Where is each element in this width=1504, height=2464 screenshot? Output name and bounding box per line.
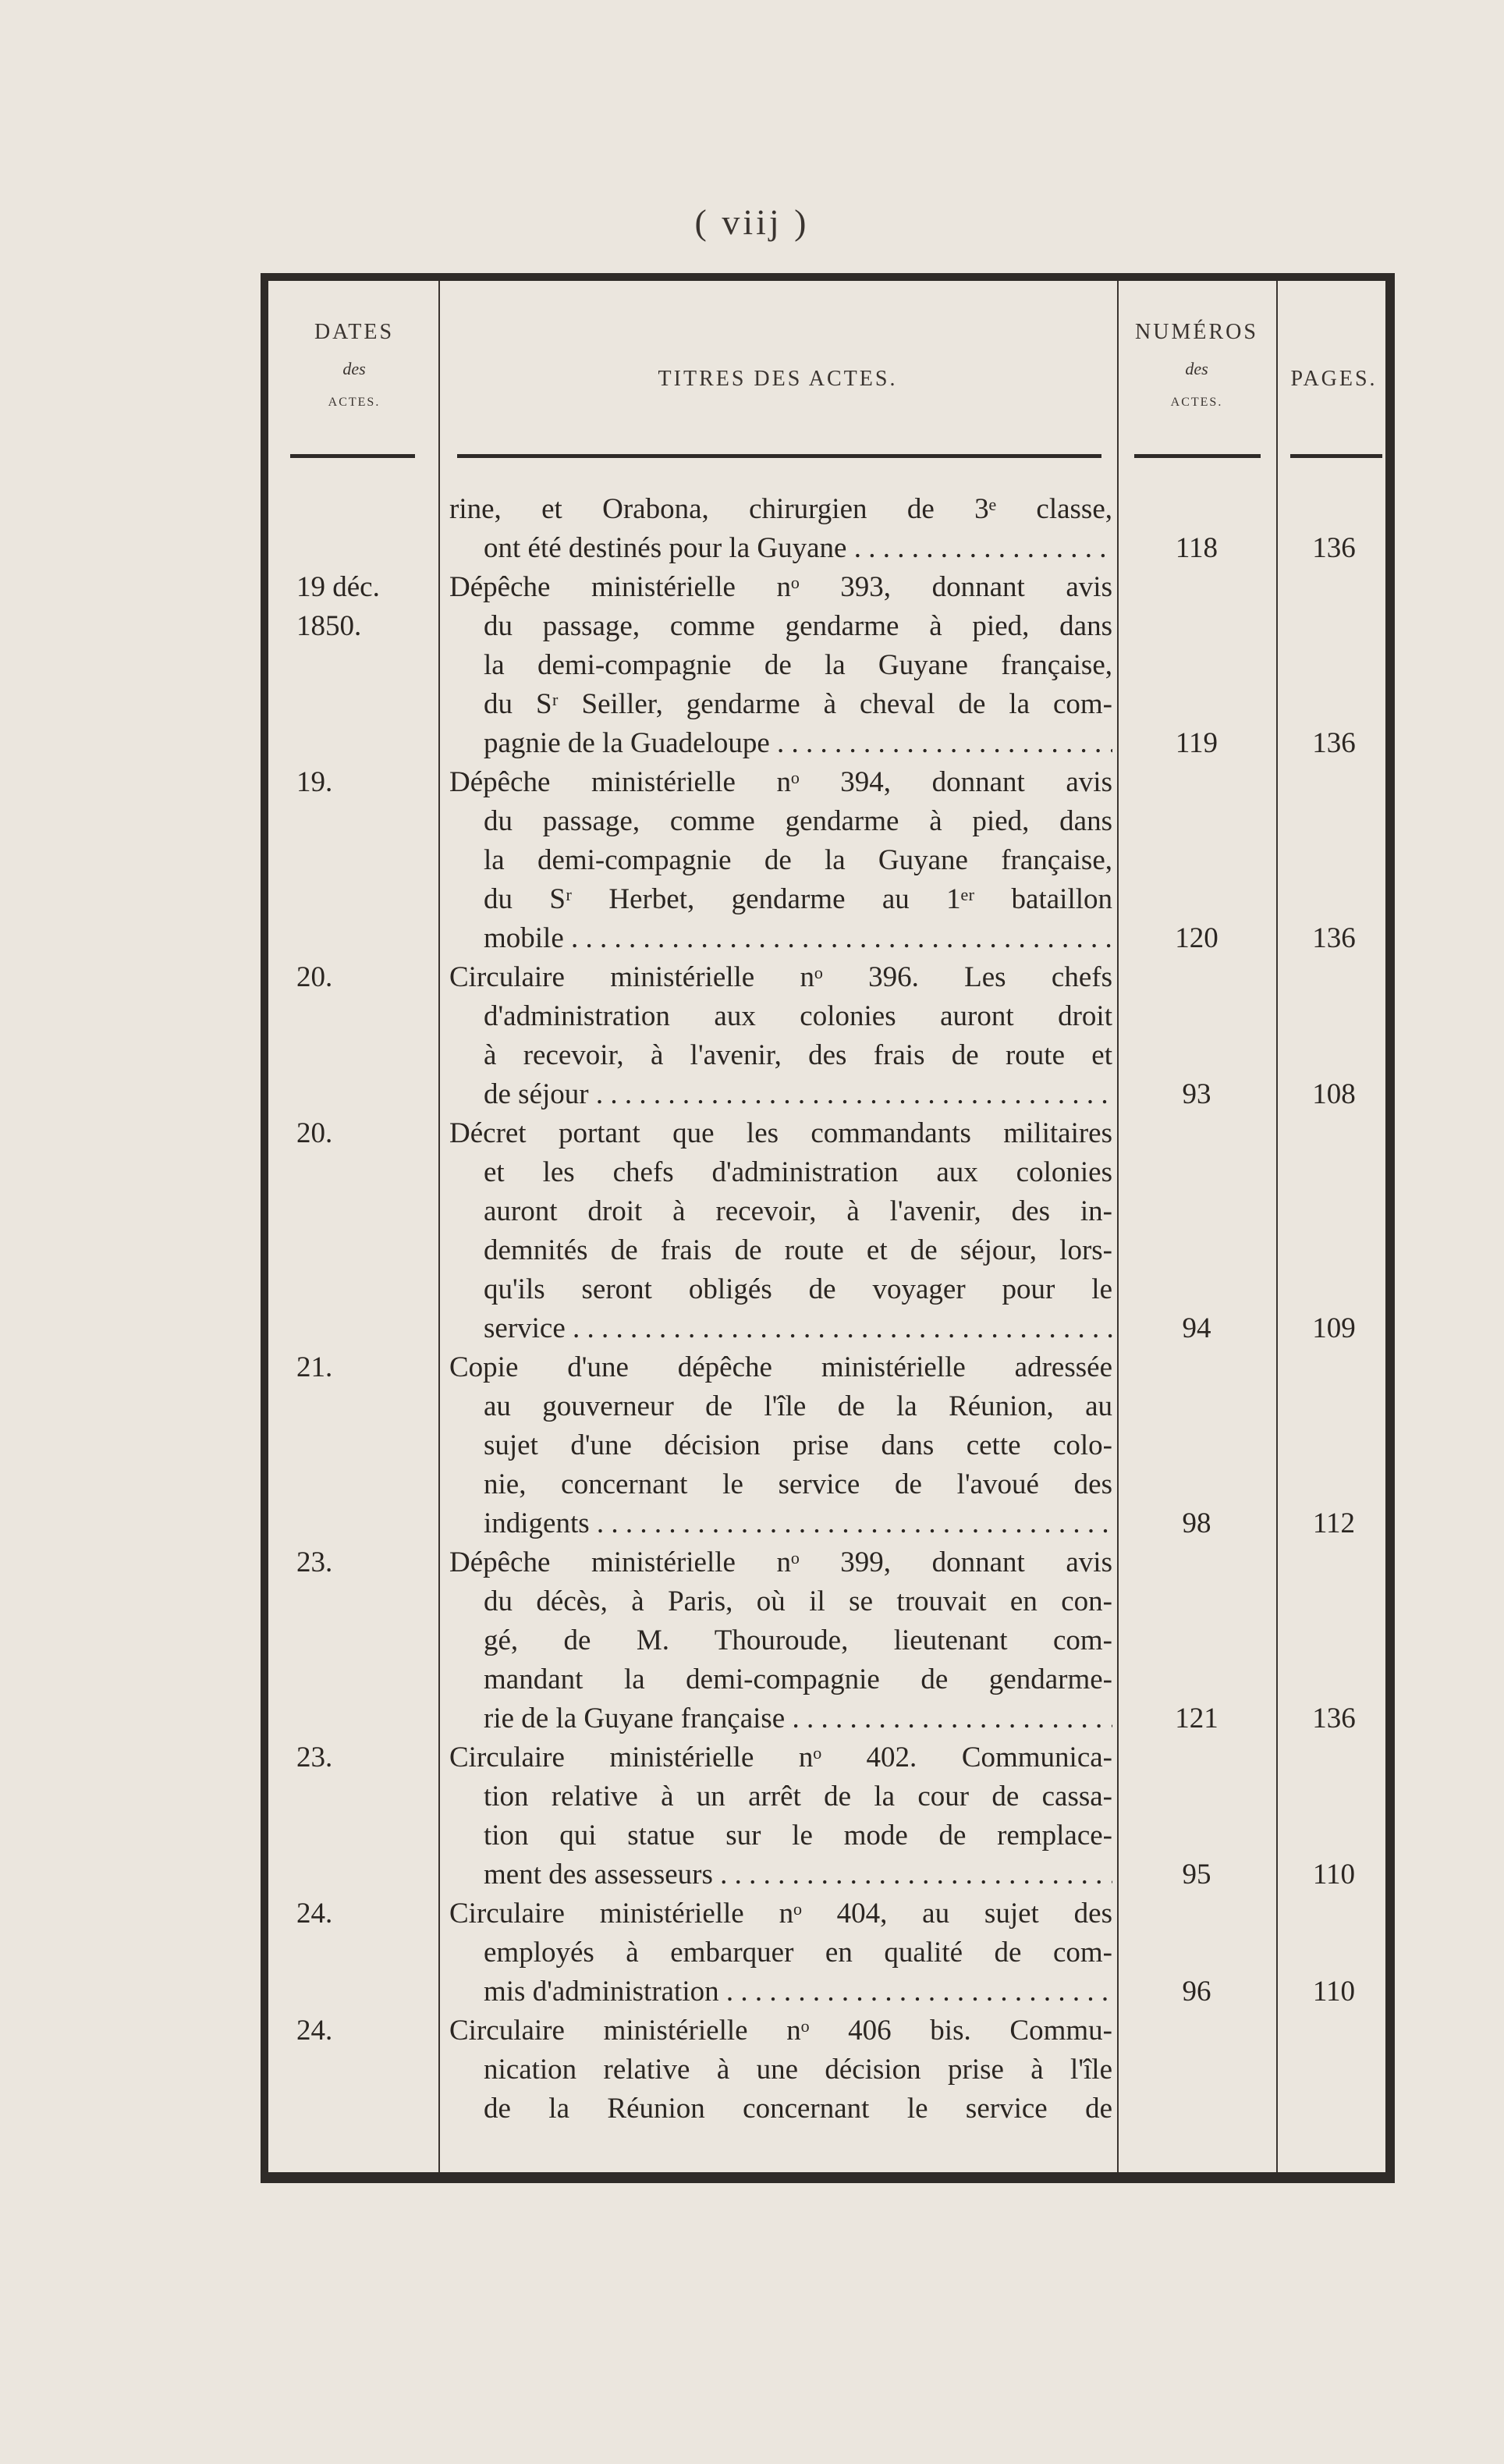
table-row — [268, 1894, 1403, 2011]
entry-number: 96 — [1182, 1976, 1211, 2008]
header-rule — [1134, 454, 1261, 458]
entry-title-line: indigents . . . — [449, 1504, 1112, 1543]
entry-title-line: du Sʳ Herbet, gendarme au 1ᵉʳ bataillon — [484, 883, 1112, 915]
entry-title-line: pagnie de la Guadeloupe . . . — [449, 724, 1112, 763]
table-row — [268, 1738, 1403, 1894]
entry-title-line: tion qui statue sur le mode de remplace- — [484, 1820, 1112, 1852]
entry-title-line: service . . . — [449, 1309, 1112, 1348]
entry-title-line: qu'ils seront obligés de voyager pour le — [484, 1273, 1112, 1305]
entry-page: 108 — [1312, 1078, 1356, 1110]
entry-title-line: sujet d'une décision prise dans cette colo- — [484, 1429, 1112, 1461]
entry-number: 120 — [1175, 922, 1218, 954]
entry-title-line: rine, et Orabona, chirurgien de 3ᵉ classe, — [449, 493, 1112, 525]
entry-page: 110 — [1312, 1976, 1356, 2008]
header-dates-line: DATES — [314, 320, 395, 344]
table-row — [268, 1543, 1403, 1738]
header-rule — [457, 454, 1101, 458]
entry-number: 119 — [1175, 727, 1218, 759]
entry-date: 24. — [296, 1898, 333, 1930]
entry-title — [449, 568, 1112, 763]
entry-number: 95 — [1182, 1859, 1211, 1891]
entry-title — [449, 2011, 1112, 2128]
entry-title-line: et les chefs d'administration aux colonies — [484, 1156, 1112, 1188]
entry-title — [449, 958, 1112, 1114]
entry-page: 136 — [1312, 727, 1356, 759]
entry-title-line: mobile . . . — [449, 919, 1112, 958]
entry-title — [449, 1738, 1112, 1894]
page-number: ( viij ) — [694, 202, 810, 242]
entry-date: 21. — [296, 1351, 333, 1383]
entry-page: 109 — [1312, 1312, 1356, 1344]
entry-date: 20. — [296, 961, 333, 993]
entry-title-line: du décès, à Paris, où il se trouvait en con- — [484, 1585, 1112, 1617]
table-row — [268, 1114, 1403, 1348]
entry-title — [449, 1348, 1112, 1543]
entry-title — [449, 763, 1112, 958]
entry-title-line: Dépêche ministérielle nᵒ 399, donnant avis — [449, 1546, 1112, 1578]
entry-title-line: Décret portant que les commandants militaires — [449, 1117, 1112, 1149]
entry-title-line: de séjour . . . — [449, 1075, 1112, 1114]
entry-title-line: nie, concernant le service de l'avoué des — [484, 1468, 1112, 1500]
entry-title-line: du Sʳ Seiller, gendarme à cheval de la com- — [484, 688, 1112, 720]
entry-title-line: du passage, comme gendarme à pied, dans — [484, 610, 1112, 642]
table-row — [268, 568, 1403, 763]
entry-title-line: au gouverneur de l'île de la Réunion, au — [484, 1390, 1112, 1422]
entry-title — [449, 1543, 1112, 1738]
header-dates — [276, 281, 432, 409]
header-pages — [1279, 281, 1389, 390]
entry-page: 112 — [1312, 1507, 1356, 1539]
entry-title-line: Circulaire ministérielle nᵒ 396. Les chefs — [449, 961, 1112, 993]
entry-title-line: d'administration aux colonies auront droit — [484, 1000, 1112, 1032]
entry-title-line: mandant la demi-compagnie de gendarme- — [484, 1663, 1112, 1695]
entry-number: 93 — [1182, 1078, 1211, 1110]
entry-title — [449, 1114, 1112, 1348]
index-table — [261, 273, 1395, 2183]
entry-title-line: ont été destinés pour la Guyane . . . — [449, 529, 1112, 568]
entry-title-line: mis d'administration . . . — [449, 1972, 1112, 2011]
entry-title-line: Circulaire ministérielle nᵒ 406 bis. Commu- — [449, 2015, 1112, 2047]
entry-title-line: rie de la Guyane française . . . — [449, 1699, 1112, 1738]
entry-title-line: employés à embarquer en qualité de com- — [484, 1937, 1112, 1969]
entry-title-line: du passage, comme gendarme à pied, dans — [484, 805, 1112, 837]
table-row — [268, 490, 1403, 568]
entry-number: 94 — [1182, 1312, 1211, 1344]
entry-title-line: gé, de M. Thouroude, lieutenant com- — [484, 1624, 1112, 1656]
entry-date: 23. — [296, 1546, 333, 1578]
header-dates-line: ACTES. — [328, 396, 381, 409]
header-numeros — [1120, 281, 1273, 409]
entry-title-line: Dépêche ministérielle nᵒ 393, donnant avis — [449, 571, 1112, 603]
entry-title — [449, 490, 1112, 568]
entry-date: 24. — [296, 2015, 333, 2047]
table-row — [268, 2011, 1403, 2128]
entry-title-line: la demi-compagnie de la Guyane française, — [484, 844, 1112, 876]
entry-number: 118 — [1175, 532, 1218, 564]
entry-title-line: Copie d'une dépêche ministérielle adressée — [449, 1351, 1112, 1383]
header-numeros-line: des — [1185, 359, 1208, 378]
entry-title-line: Circulaire ministérielle nᵒ 402. Communica- — [449, 1741, 1112, 1773]
table-row — [268, 1348, 1403, 1543]
header-titres — [442, 281, 1114, 390]
entry-date: 20. — [296, 1117, 333, 1149]
header-dates-line: des — [342, 359, 366, 378]
entry-date: 19 déc. 1850. — [296, 571, 380, 642]
entry-title-line: Circulaire ministérielle nᵒ 404, au sujet des — [449, 1898, 1112, 1930]
entry-page: 110 — [1312, 1859, 1356, 1891]
header-numeros-line: ACTES. — [1170, 396, 1223, 409]
entry-page: 136 — [1312, 922, 1356, 954]
entry-number: 98 — [1182, 1507, 1211, 1539]
table-row — [268, 958, 1403, 1114]
entry-title-line: auront droit à recevoir, à l'avenir, des in- — [484, 1195, 1112, 1227]
entry-title-line: nication relative à une décision prise à l'île — [484, 2054, 1112, 2086]
entry-title-line: la demi-compagnie de la Guyane française, — [484, 649, 1112, 681]
entry-title-line: à recevoir, à l'avenir, des frais de route et — [484, 1039, 1112, 1071]
table-row — [268, 763, 1403, 958]
header-numeros-line: NUMÉROS — [1135, 320, 1258, 344]
entry-title-line: tion relative à un arrêt de la cour de cassa- — [484, 1781, 1112, 1812]
header-rule — [1290, 454, 1382, 458]
entry-number: 121 — [1175, 1702, 1218, 1734]
header-rule — [290, 454, 415, 458]
entry-title-line: ment des assesseurs . . . — [449, 1855, 1112, 1894]
entry-title-line: Dépêche ministérielle nᵒ 394, donnant avis — [449, 766, 1112, 798]
header-titres-label: TITRES DES ACTES. — [658, 367, 898, 391]
entry-page: 136 — [1312, 1702, 1356, 1734]
entry-title — [449, 1894, 1112, 2011]
entry-title-line: demnités de frais de route et de séjour, lors- — [484, 1234, 1112, 1266]
entry-date: 23. — [296, 1741, 333, 1773]
header-pages-label: PAGES. — [1290, 367, 1378, 391]
entry-title-line: de la Réunion concernant le service de — [484, 2093, 1112, 2125]
entry-page: 136 — [1312, 532, 1356, 564]
entry-date: 19. — [296, 766, 333, 798]
